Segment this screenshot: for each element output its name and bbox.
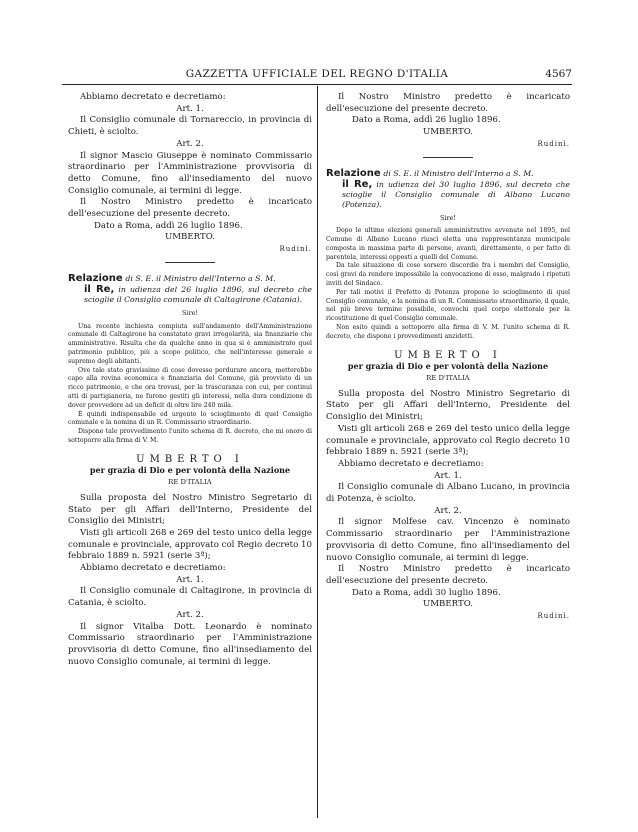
salutation: Sire! xyxy=(439,213,457,222)
article-heading: Art. 2. xyxy=(176,609,204,620)
paragraph: Abbiamo decretato e decretiamo: xyxy=(80,92,226,102)
salutation: Sire! xyxy=(181,308,199,317)
report-title-king: il Re, xyxy=(84,283,115,295)
section-divider xyxy=(165,262,215,263)
decree-paragraph: Il Nostro Ministro predetto è incaricato dell'esecuzione del presente decreto. xyxy=(326,564,570,586)
report-subheading-text: in udienza del 26 luglio 1896, sul decreto che scioglie il Consiglio comunale di Caltagirone (Catania). xyxy=(84,284,312,304)
king-title: RE D'ITALIA xyxy=(168,478,212,487)
decree-paragraph: Sulla proposta del Nostro Ministro Segretario di Stato per gli Affari dell'Interno, Presidente del Consiglio dei Ministri; xyxy=(326,388,570,423)
paragraph: Il Nostro Ministro predetto è incaricato dell'esecuzione del presente decreto. xyxy=(326,92,570,114)
report-subheading xyxy=(68,285,312,305)
report-heading-line: di S. E. il Ministro dell'Interno a S. M. xyxy=(383,168,534,178)
report-paragraph: Da tale situazione di cose sorsero discordie fra i membri del Consiglio, così gravi da rendere impossibile la convocazione di esso, malgrado i ripetuti inviti del Sindaco. xyxy=(326,262,570,287)
date-line: Dato a Roma, addì 30 luglio 1896. xyxy=(352,587,501,598)
signature-king: UMBERTO. xyxy=(423,599,473,610)
header-rule xyxy=(62,84,572,85)
date-line: Dato a Roma, addì 26 luglio 1896. xyxy=(94,220,243,231)
decree-paragraph: Sulla proposta del Nostro Ministro Segretario di Stato per gli Affari dell'Interno, Presidente del Consiglio dei Ministri; xyxy=(68,492,312,527)
decree-paragraph: Il Consiglio comunale di Albano Lucano, in provincia di Potenza, è sciolto. xyxy=(326,482,570,505)
date-line: Dato a Roma, addì 26 luglio 1896. xyxy=(352,115,501,126)
signature-minister: Rudinì. xyxy=(537,612,570,621)
decree-paragraph: Il signor Vitalba Dott. Leonardo è nominato Commissario straordinario per l'Amministrazione provvisoria di detto Comune, fino all'insediamento del nuovo Consiglio comunale, ai termini di legge. xyxy=(68,621,312,667)
report-paragraph: Non esito quindi a sottoporre alla firma di V. M. l'unito schema di R. decreto, che dispone i provvedimenti anzidetti. xyxy=(326,323,570,340)
report-paragraph: Dispone tale provvedimento l'unito schema di R. decreto, che mi onoro di sottoporre alla firma di V. M. xyxy=(68,428,312,444)
signature-minister: Rudinì. xyxy=(537,139,570,148)
paragraph: Il signor Mascio Giuseppe è nominato Commissario straordinario per l'Amministrazione provvisoria di detto Comune, fino all'insediamento del nuovo Consiglio comunale, ai termini di legge. xyxy=(68,150,312,196)
page-number: 4567 xyxy=(545,68,572,80)
decree-paragraph: Abbiamo decretato e decretiamo: xyxy=(338,458,484,469)
decree-paragraph: Visti gli articoli 268 e 269 del testo unico della legge comunale e provinciale, approvato col Regio decreto 10 febbraio 1889 n. 5921 (serie 3ª); xyxy=(68,527,312,562)
article-heading: Art. 2. xyxy=(434,505,462,516)
page-header xyxy=(62,68,572,84)
paragraph: Il Nostro Ministro predetto è incaricato dell'esecuzione del presente decreto. xyxy=(68,197,312,220)
king-title: RE D'ITALIA xyxy=(426,373,470,382)
decree-paragraph: Il signor Molfese cav. Vincenzo è nominato Commissario straordinario per l'Amministrazione provvisoria di detto Comune, fino all'insediamento del nuovo Consiglio comunale, ai termini di legge. xyxy=(326,517,570,563)
decree-paragraph: Abbiamo decretato e decretiamo: xyxy=(80,563,226,574)
article-heading: Art. 2. xyxy=(176,138,204,149)
decree-paragraph: Il Consiglio comunale di Caltagirone, in provincia di Catania, è sciolto. xyxy=(68,586,312,609)
report-paragraph: Ove tale stato gravissimo di cose dovesse perdurare ancora, metterebbe capo alla rovina economica e finanziaria del Comune, già provvisto di un ricco patrimonio, e che ora trovasi, per la trascuranza con cui, per continui atti di partigianeria, ne furono gestiti gli interessi, nella dura condizione di dover provvedere ad un deficit di oltre lire 240 mila. xyxy=(68,366,312,409)
king-heading: UMBERTO I xyxy=(394,349,502,361)
report-subheading-text: in udienza del 30 luglio 1896, sul decreto che scioglie il Consiglio comunale di Albano Lucano (Potenza). xyxy=(342,179,570,209)
report-heading-line: di S. E. il Ministro dell'Interno a S. M. xyxy=(125,273,276,283)
signature-king: UMBERTO. xyxy=(165,232,215,243)
report-paragraph: Una recente inchiesta compiuta sull'andamento dell'Amministrazione comunale di Caltagirone ha constatato gravi irregolarità, sia finanziarie che amministrative. Risulta che da qualche anno in qua si è amministrato quel patrimonio pubblico, più a scopo politico, che nell'interesse generale e supremo degli abitanti. xyxy=(68,322,312,365)
report-paragraph: È quindi indispensabile ed urgente lo scioglimento di quel Consiglio comunale e la nomina di un R. Commissario straordinario. xyxy=(68,410,312,427)
grace-formula: per grazia di Dio e per volontà della Nazione xyxy=(347,361,549,372)
left-column xyxy=(68,92,312,668)
signature-king: UMBERTO. xyxy=(423,127,473,138)
report-paragraph: Per tali motivi il Prefetto di Potenza propone lo scioglimento di quel Consiglio comunale, e la nomina di un R. Commissario straordinario, il quale, nel più breve termine possibile, convochi quel corpo elettorale per la ricostituzione di quel Consiglio comunale. xyxy=(326,288,570,323)
section-divider xyxy=(423,157,473,158)
king-heading: UMBERTO I xyxy=(136,453,244,465)
article-heading: Art. 1. xyxy=(176,103,204,114)
report-subheading xyxy=(326,180,570,210)
column-divider xyxy=(317,86,318,818)
report-paragraph: Dopo le ultime elezioni generali amministrative avvenute nel 1895, nel Comune di Albano Lucano riuscì eletta una rappresentanza municipale composta in massima parte di persone, avanti, direttamente, o per fatto di parentela, interessi opposti a quelli del Comune. xyxy=(326,227,570,261)
report-title-king: il Re, xyxy=(342,178,373,190)
paragraph: Il Consiglio comunale di Tornareccio, in provincia di Chieti, è sciolto. xyxy=(68,115,312,138)
article-heading: Art. 1. xyxy=(176,574,204,585)
signature-minister: Rudinì. xyxy=(279,245,312,254)
gazette-title: GAZZETTA UFFICIALE DEL REGNO D'ITALIA xyxy=(185,68,449,80)
report-title: Relazione xyxy=(326,167,381,179)
report-title: Relazione xyxy=(68,272,123,284)
grace-formula: per grazia di Dio e per volontà della Nazione xyxy=(89,465,291,476)
right-column xyxy=(326,92,570,623)
decree-paragraph: Visti gli articoli 268 e 269 del testo unico della legge comunale e provinciale, approvato col Regio decreto 10 febbraio 1889 n. 5921 (serie 3ª); xyxy=(326,423,570,458)
article-heading: Art. 1. xyxy=(434,470,462,481)
